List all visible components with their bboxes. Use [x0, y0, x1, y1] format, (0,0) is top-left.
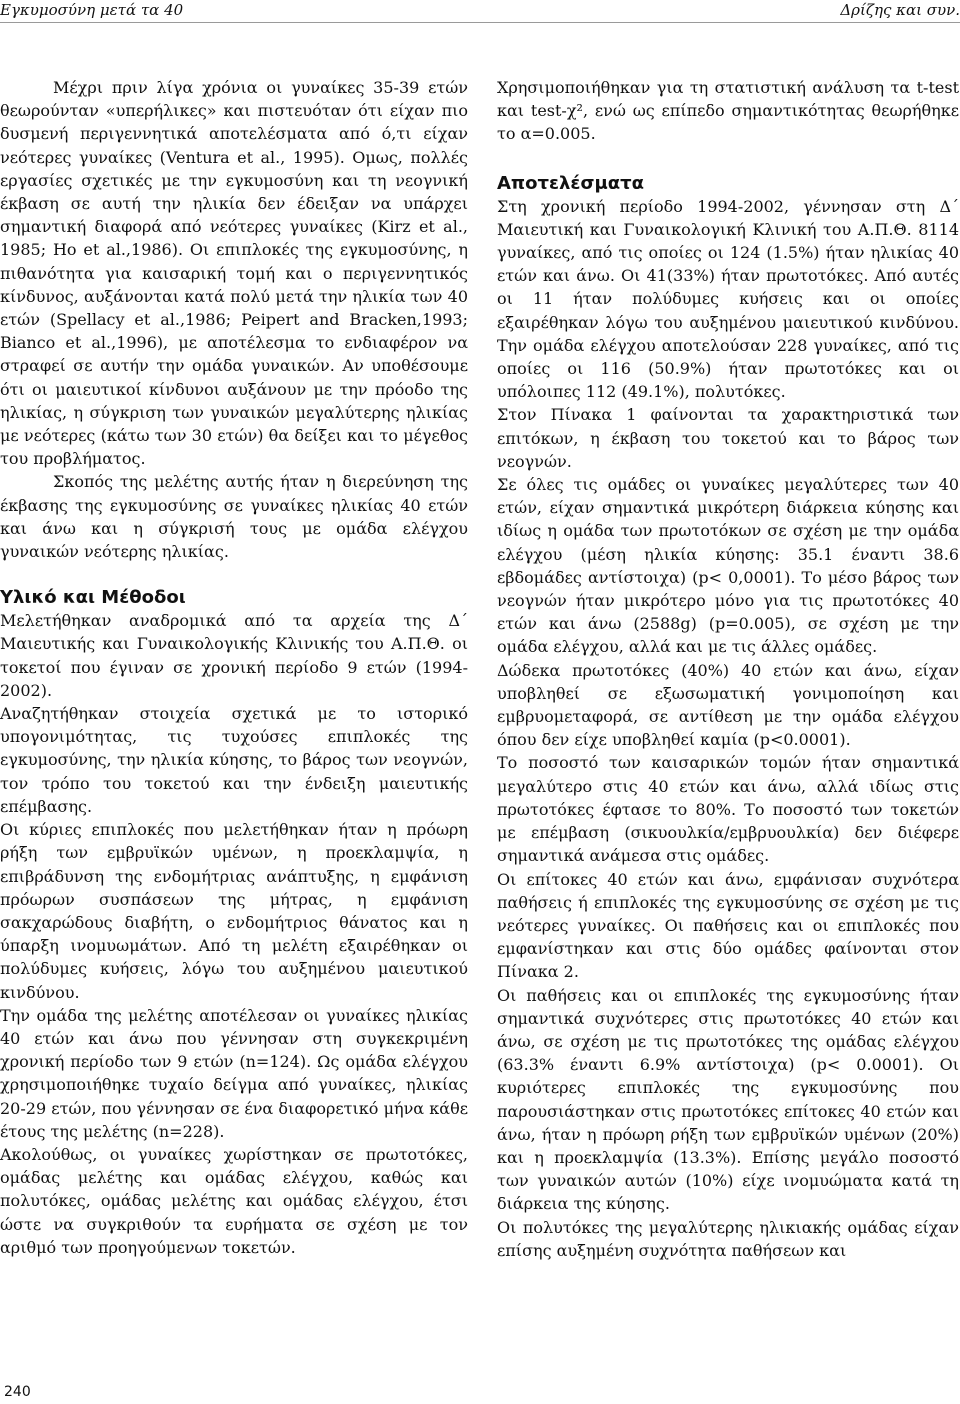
- right-column: [497, 76, 959, 1262]
- results-paragraph: Σε όλες τις ομάδες οι γυναίκες μεγαλύτερες των 40 ετών, είχαν σημαντικά μικρότερη διάρκεια κύησης και ιδίως η ομάδα των πρωτοτόκων σε σχέση με την ομάδα ελέγχου (μέση ηλικία κύησης: 35.1 έναντι 38.6 εβδομάδες αντίστοιχα) (p< 0,0001). Το μέσο βάρος των νεογνών ήταν μικρότερο μόνο για τις πρωτοτόκες 40 ετών και άνω (2588g) (p=0.005), σε σχέση με την ομάδα ελέγχου, αλλά και με τις άλλες ομάδες.: [497, 475, 959, 657]
- methods-paragraph: Ακολούθως, οι γυναίκες χωρίστηκαν σε πρωτοτόκες, ομάδας μελέτης και ομάδας ελέγχου, καθώς και πολυτόκες, ομάδας μελέτης και ομάδας ελέγχου, έτσι ώστε να συγκριθούν τα ευρήματα σε σχέση με τον αριθμό των προηγούμενων τοκετών.: [0, 1144, 468, 1257]
- results-paragraph: Οι επίτοκες 40 ετών και άνω, εμφάνισαν συχνότερα παθήσεις ή επιπλοκές της εγκυμοσύνης σε σχέση με τις νεότερες γυναίκες. Οι παθήσεις και οι επιπλοκές που εμφανίστηκαν και στις δύο ομάδες φαίνονται στον Πίνακα 2.: [497, 869, 959, 982]
- running-head-left: Εγκυμοσύνη μετά τα 40: [0, 1, 184, 19]
- running-head: [0, 0, 960, 23]
- methods-paragraph: Οι κύριες επιπλοκές που μελετήθηκαν ήταν η πρόωρη ρήξη των εμβρυϊκών υμένων, η προεκλαμψία, η επιβράδυνση της ενδομήτριας ανάπτυξης, η εμφάνιση πρόωρων συσπάσεων της μήτρας, η εμφάνιση σακχαρώδους διαβήτη, ο ενδομήτριος θάνατος και η ύπαρξη ινομυωμάτων. Από τη μελέτη εξαιρέθηκαν οι πολύδυμες κυήσεις, λόγω του αυξημένου μαιευτικού κινδύνου.: [0, 820, 468, 1002]
- results-paragraph: Το ποσοστό των καισαρικών τομών ήταν σημαντικά μεγαλύτερο στις 40 ετών και άνω, αλλά ιδίως στις πρωτοτόκες έφτασε το 80%. Το ποσοστό των τοκετών με επέμβαση (σικυουλκία/εμβρυουλκία) δεν διέφερε σημαντικά ανάμεσα στις ομάδες.: [497, 753, 959, 866]
- left-column: [0, 76, 468, 1259]
- results-paragraph: Οι παθήσεις και οι επιπλοκές της εγκυμοσύνης ήταν σημαντικά συχνότερες στις πρωτοτόκες 40 ετών και άνω, σε σχέση με τις πρωτοτόκες της ομάδας ελέγχου (63.3% έναντι 6.9% αντίστοιχα) (p< 0.0001). Οι κυριότερες επιπλοκές της εγκυμοσύνης που παρουσιάστηκαν στις πρωτοτόκες επίτοκες 40 ετών και άνω, ήταν η πρόωρη ρήξη των εμβρυϊκών υμένων (20%) και η προεκλαμψία (13.3%). Επίσης μεγάλο ποσοστό των γυναικών αυτών (10%) είχε ινομυώματα κατά τη διάρκεια της κύησης.: [497, 985, 959, 1214]
- methods-heading: Υλικό και Μέθοδοι: [0, 587, 186, 609]
- intro-paragraph: Μέχρι πριν λίγα χρόνια οι γυναίκες 35-39 ετών θεωρούνταν «υπερήλικες» και πιστευόταν ότι είχαν πιο δυσμενή περιγεννητικά αποτελέσματα από ό,τι είχαν νεότερες γυναίκες (Ventura et al., 1995). Ομως, πολλές εργασίες σχετικές με την εγκυμοσύνη και τη νεογνική έκβαση σε αυτή την ηλικία δεν έδειξαν να υπάρχει σημαντική διαφορά από νεότερες γυναίκες (Kirz et al., 1985; Ho et al.,1986). Οι επιπλοκές της εγκυμοσύνης, η πιθανότητα για καισαρική τομή και ο περιγεννητικός κίνδυνος, αυξάνονται κατά πολύ μετά την ηλικία των 40 ετών (Spellacy et al.,1986; Peipert and Bracken,1993; Bianco et al.,1996), με αποτέλεσμα το ενδιαφέρον να στραφεί σε αυτήν την ομάδα γυναικών. Αν υποθέσουμε ότι οι μαιευτικοί κίνδυνοι αυξάνουν με την πρόοδο της ηλικίας, η σύγκριση των γυναικών μεγαλύτερης ηλικίας με νεότερες (κάτω των 30 ετών) θα δείξει και το μέγεθος του προβλήματος.: [0, 78, 468, 469]
- statistics-paragraph: Χρησιμοποιήθηκαν για τη στατιστική ανάλυση τα t-test και test-χ², ενώ ως επίπεδο σημαντικότητας θεωρήθηκε το α=0.005.: [497, 78, 959, 144]
- page-number: 240: [4, 1384, 31, 1400]
- methods-paragraph: Αναζητήθηκαν στοιχεία σχετικά με το ιστορικό υπογονιμότητας, τις τυχούσες επιπλοκές της εγκυμοσύνης, την ηλικία κύησης, το βάρος των νεογνών, τον τρόπο του τοκετού και την ένδειξη μαιευτικής επέμβασης.: [0, 704, 468, 816]
- aim-paragraph: Σκοπός της μελέτης αυτής ήταν η διερεύνηση της έκβασης της εγκυμοσύνης σε γυναίκες ηλικίας 40 ετών και άνω και η σύγκρισή τους με ομάδα ελέγχου γυναικών νεότερης ηλικίας.: [0, 472, 468, 562]
- methods-paragraph: Μελετήθηκαν αναδρομικά από τα αρχεία της Δ΄ Μαιευτικής και Γυναικολογικής Κλινικής του Α.Π.Θ. οι τοκετοί που έγιναν σε χρονική περίοδο 9 ετών (1994-2002).: [0, 611, 468, 700]
- results-heading: Αποτελέσματα: [497, 172, 644, 194]
- results-paragraph: Στον Πίνακα 1 φαίνονται τα χαρακτηριστικά των επιτόκων, η έκβαση του τοκετού και το βάρος των νεογνών.: [497, 405, 959, 471]
- results-paragraph: Οι πολυτόκες της μεγαλύτερης ηλικιακής ομάδας είχαν επίσης αυξημένη συχνότητα παθήσεων και: [497, 1217, 959, 1260]
- results-paragraph: Δώδεκα πρωτοτόκες (40%) 40 ετών και άνω, είχαν υποβληθεί σε εξωσωματική γονιμοποίηση και εμβρυομεταφορά, σε αντίθεση με την ομάδα ελέγχου όπου δεν είχε υποβληθεί καμία (p<0.0001).: [497, 660, 959, 750]
- running-head-right: Δρίζης και συν.: [840, 1, 960, 19]
- methods-paragraph: Την ομάδα της μελέτης αποτέλεσαν οι γυναίκες ηλικίας 40 ετών και άνω που γέννησαν στη συγκεκριμένη χρονική περίοδο των 9 ετών (n=124). Ως ομάδα ελέγχου χρησιμοποιήθηκε τυχαίο δείγμα από γυναίκες, ηλικίας 20-29 ετών, που γέννησαν σε ένα διαφορετικό μήνα κάθε έτους της μελέτης (n=228).: [0, 1005, 468, 1141]
- results-paragraph: Στη χρονική περίοδο 1994-2002, γέννησαν στη Δ΄ Μαιευτική και Γυναικολογική Κλινική του Α.Π.Θ. 8114 γυναίκες, από τις οποίες οι 124 (1.5%) ήταν ηλικίας 40 ετών και άνω. Οι 41(33%) ήταν πρωτοτόκες. Από αυτές οι 11 ήταν πολύδυμες κυήσεις και οι οποίες εξαιρέθηκαν λόγω του αυξημένου μαιευτικού κινδύνου. Την ομάδα ελέγχου αποτελούσαν 228 γυναίκες, από τις οποίες οι 116 (50.9%) ήταν πρωτοτόκες και οι υπόλοιπες 112 (49.1%), πολυτόκες.: [497, 196, 959, 402]
